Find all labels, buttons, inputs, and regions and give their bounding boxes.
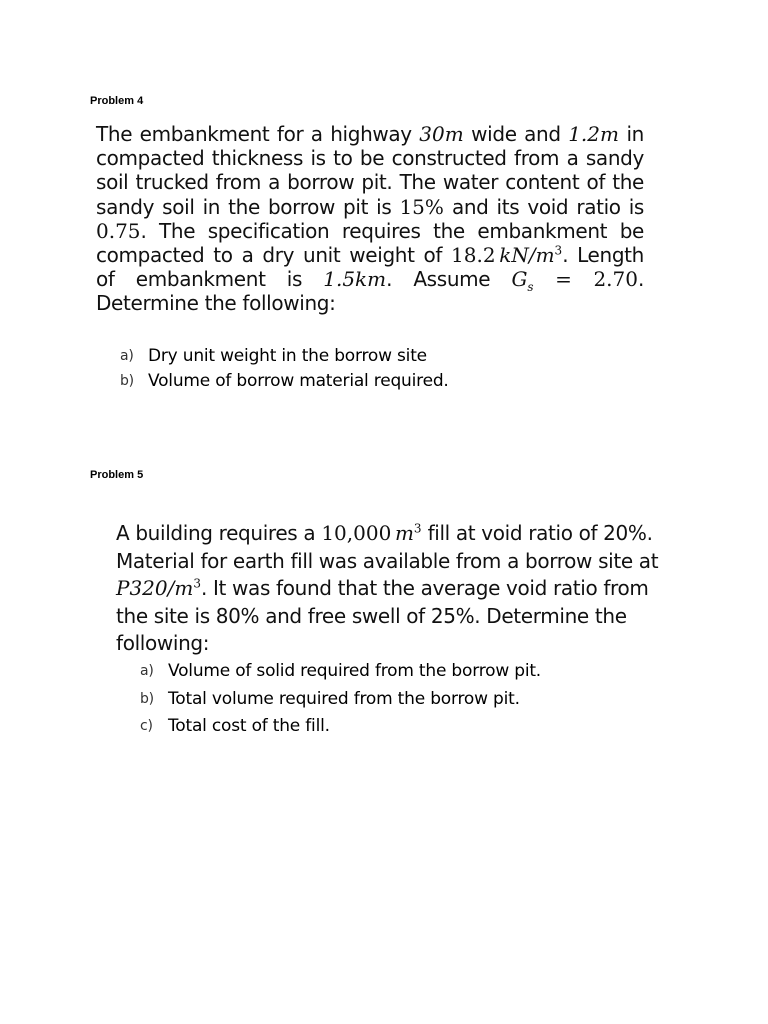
problem-5-heading: Problem 5 [90,469,144,481]
list-item [120,344,449,369]
thickness-value: 1.2m [568,122,619,146]
list-item-text: Dry unit weight in the borrow site [148,346,427,366]
list-marker: a) [120,348,134,364]
list-item-text: Total volume required from the borrow pit. [168,688,520,709]
problem-5-statement: A building requires a 10,000 $m^3$ fill at void ratio of 20%. Material for earth fill was available from a borrow site at $P320/m^3$. It was found that the average void ratio from the site is 80% and free swell of 25%. Determine the following: [116,521,659,655]
volume-units: m [394,521,414,545]
list-marker: b) [120,373,134,389]
specific-gravity-value: = 2.70 [533,267,638,292]
water-content-value: 15% [399,194,444,219]
specific-gravity-symbol: G [511,267,528,292]
list-item [140,713,541,741]
price-value: P320/m [116,576,194,600]
dry-unit-weight-value: 18.2 [451,243,496,268]
void-ratio-value: 0.75 [96,218,141,243]
list-marker: b) [140,690,154,707]
list-item-text: Volume of solid required from the borrow pit. [168,661,542,681]
list-marker: a) [140,663,154,679]
list-item-text: Volume of borrow material required. [148,371,449,391]
list-marker: c) [140,718,153,734]
width-value: 30m [419,122,464,146]
list-item [120,369,449,394]
problem-4-questions [120,344,449,394]
list-item [140,686,541,714]
problem-4-statement: The embankment for a highway 30m wide and 1.2m in compacted thickness is to be constructed from a sandy soil trucked from a borrow pit. The water content of the sandy soil in the borrow pit is 15% and its void ratio is 0.75. The specification requires the embankment be compacted to a dry unit weight of 18.2 $kN/m^3$. Length of embankment is 1.5km. Assume $G_s = 2.70$. Determine the following: [96,122,644,316]
unit-weight-units: kN/m [499,243,555,268]
list-item [140,658,541,686]
problem-4-heading: Problem 4 [90,95,144,107]
problem-5-questions [140,658,541,741]
list-item-text: Total cost of the fill. [168,716,330,736]
length-value: 1.5km [323,267,387,292]
fill-volume-value: 10,000 [321,521,392,545]
